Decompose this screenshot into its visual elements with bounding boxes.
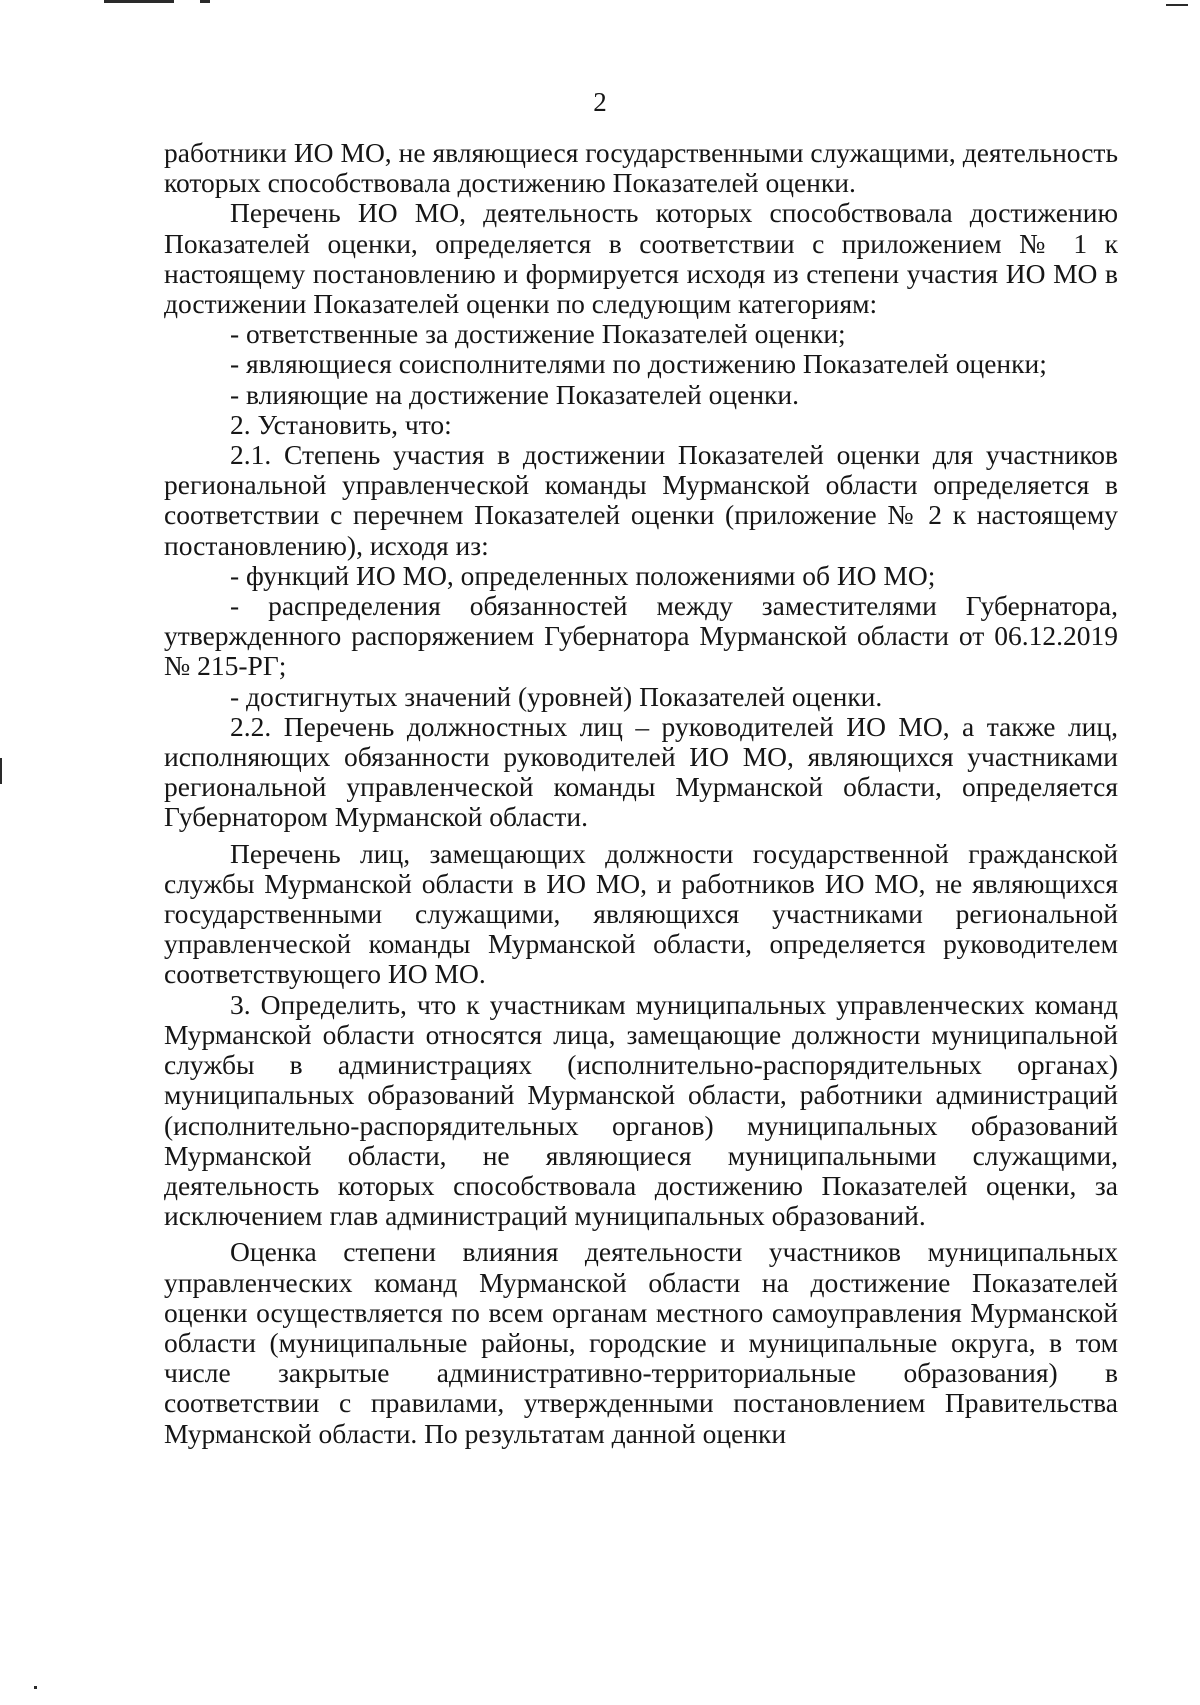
- scan-mark-left-edge: [0, 758, 2, 784]
- paragraph: 2. Установить, что:: [230, 408, 452, 440]
- list-item: - являющиеся соисполнителями по достижению Показателей оценки;: [230, 348, 1047, 380]
- page-number: 2: [593, 87, 607, 117]
- paragraph: Перечень ИО МО, деятельность которых способствовала достижению Показателей оценки, определяется в соответствии с приложением № 1 к настоящему постановлению и формируется исходя из степени участия ИО МО в достижении Показателей оценки по следующим категориям:: [164, 197, 1118, 320]
- list-item: - функций ИО МО, определенных положениями об ИО МО;: [230, 559, 936, 591]
- paragraph: работники ИО МО, не являющиеся государственными служащими, деятельность которых способствовала достижению Показателей оценки.: [164, 137, 1118, 199]
- paragraph: 3. Определить, что к участникам муниципальных управленческих команд Мурманской области относятся лица, замещающие должности муниципальной службы в администрациях (исполнительно-распорядительных органах) муниципальных образований Мурманской области, работники администраций (исполнительно-распорядительных органов) муниципальных образований Мурманской области, не являющиеся муниципальными служащими, деятельность которых способствовала достижению Показателей оценки, за исключением глав администраций муниципальных образований.: [164, 988, 1118, 1232]
- list-item: - достигнутых значений (уровней) Показателей оценки.: [230, 680, 883, 712]
- scan-mark-top-left: [104, 0, 174, 3]
- scan-mark-top-left-small: [200, 0, 210, 3]
- scan-mark-top-right: [1166, 4, 1188, 6]
- paragraph: 2.2. Перечень должностных лиц – руководителей ИО МО, а также лиц, исполняющих обязанности руководителей ИО МО, являющихся участниками региональной управленческой команды Мурманской области, определяется Губернатором Мурманской области.: [164, 710, 1118, 833]
- document-body: [164, 138, 1118, 1449]
- list-item: - ответственные за достижение Показателей оценки;: [230, 318, 846, 350]
- paragraph: 2.1. Степень участия в достижении Показателей оценки для участников региональной управленческой команды Мурманской области определяется в соответствии с перечнем Показателей оценки (приложение № 2 к настоящему постановлению), исходя из:: [164, 439, 1118, 561]
- scan-mark-bottom-left: [34, 1686, 37, 1689]
- list-item: - влияющие на достижение Показателей оценки.: [230, 378, 799, 410]
- paragraph: Перечень лиц, замещающих должности государственной гражданской службы Мурманской области в ИО МО, и работников ИО МО, не являющихся государственными служащими, являющихся участниками региональной управленческой команды Мурманской области, определяется руководителем соответствующего ИО МО.: [164, 837, 1118, 990]
- paragraph: Оценка степени влияния деятельности участников муниципальных управленческих команд Мурманской области на достижение Показателей оценки осуществляется по всем органам местного самоуправления Мурманской области (муниципальные районы, городские и муниципальные округа, в том числе закрытые административно-территориальные образования) в соответствии с правилами, утвержденными постановлением Правительства Мурманской области. По результатам данной оценки: [164, 1236, 1118, 1449]
- list-item: - распределения обязанностей между заместителями Губернатора, утвержденного распоряжением Губернатора Мурманской области от 06.12.2019 № 215-РГ;: [164, 590, 1118, 682]
